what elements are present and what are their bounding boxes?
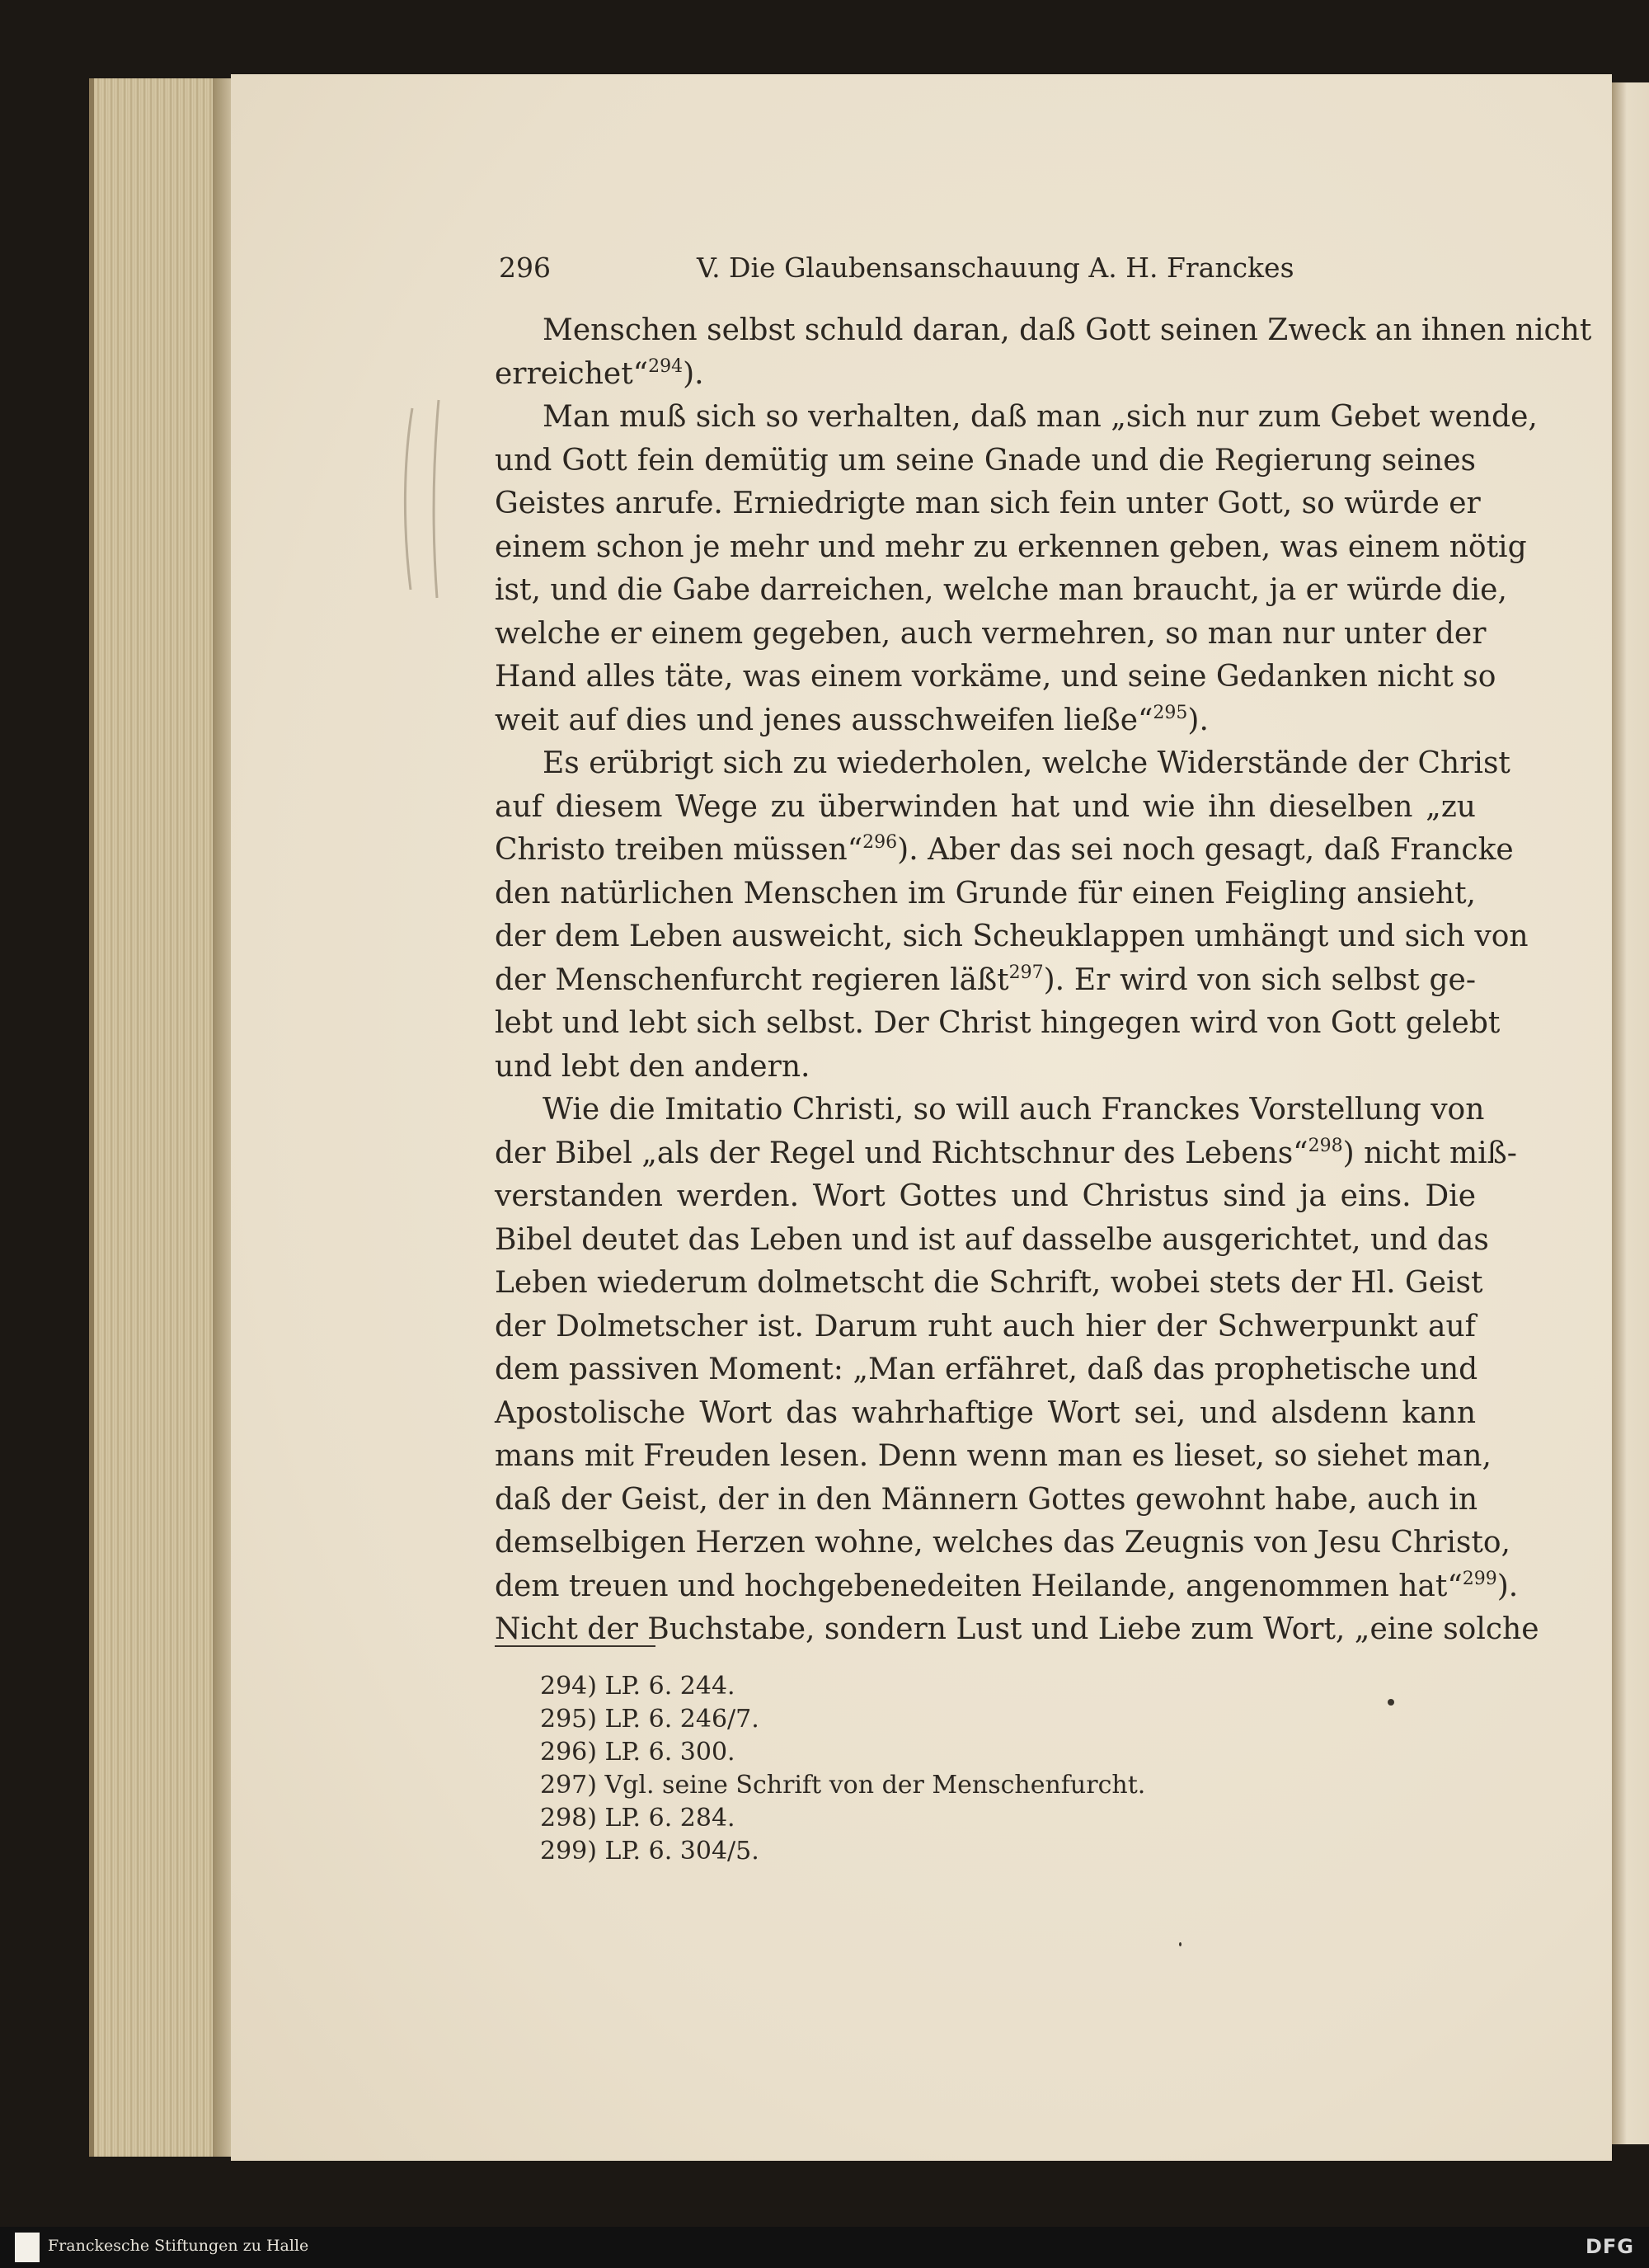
text-line (495, 915, 1529, 959)
footnote-text: Vgl. seine Schrift von der Menschenfurcht. (604, 1771, 1146, 1800)
line-text: der Dolmetscher ist. Darum ruht auch hier der Schwerpunkt auf (495, 1309, 1476, 1343)
chapter-title: V. Die Glaubensanschauung A. H. Franckes (697, 252, 1294, 284)
footnote (540, 1703, 1282, 1736)
footnote-text: LP. 6. 244. (604, 1672, 735, 1701)
line-text: weit auf dies und jenes ausschweifen ließe“ (495, 703, 1153, 737)
page-number: 296 (499, 252, 551, 284)
text-line (495, 1046, 1476, 1089)
footnote (540, 1670, 1282, 1703)
institution-label: Franckesche Stiftungen zu Halle (48, 2237, 309, 2255)
line-text: demselbigen Herzen wohne, welches das Zeugnis von Jesu Christo, (495, 1526, 1510, 1560)
line-text: daß der Geist, der in den Männern Gottes gewohnt habe, auch in (495, 1482, 1478, 1517)
line-text: Es erübrigt sich zu wiederholen, welche Widerstände der Christ (543, 746, 1510, 780)
text-line (495, 786, 1476, 830)
footnote-ref: 294 (648, 355, 684, 377)
text-line (495, 1435, 1492, 1479)
pencil-margin-mark (388, 392, 462, 606)
text-line (495, 1392, 1476, 1436)
text-line (495, 656, 1496, 699)
text-line (495, 1262, 1483, 1306)
line-text: der Menschenfurcht regieren läßt (495, 962, 1009, 997)
line-text: mans mit Freuden lesen. Denn wenn man es lieset, so siehet man, (495, 1439, 1492, 1473)
line-text: den natürlichen Menschen im Grunde für einen Feigling ansieht, (495, 876, 1476, 910)
line-text: Apostolische Wort das wahrhaftige Wort sei, und alsdenn kann (495, 1395, 1476, 1430)
line-text: ). Er wird von sich selbst ge- (1043, 962, 1477, 997)
footnote (540, 1802, 1282, 1835)
footnote-text: LP. 6. 284. (604, 1804, 735, 1833)
text-line (495, 353, 1476, 397)
line-text: ). (1187, 703, 1209, 737)
text-line (495, 1132, 1517, 1176)
body-text (495, 309, 1592, 1652)
line-text: Bibel deutet das Leben und ist auf dasselbe ausgerichtet, und das (495, 1222, 1489, 1257)
text-line (495, 1306, 1476, 1349)
text-line (495, 1175, 1476, 1219)
line-text: Nicht der Buchstabe, sondern Lust und Liebe zum Wort, „eine solche (495, 1612, 1539, 1646)
footnote-text: LP. 6. 300. (604, 1738, 735, 1767)
footnote-number: 294) (540, 1672, 597, 1701)
text-line (495, 959, 1476, 1003)
text-line (495, 1479, 1476, 1522)
footnote-number: 297) (540, 1771, 597, 1800)
line-text: ). Aber das sei noch gesagt, daß Francke (897, 833, 1514, 867)
line-text: ist, und die Gabe darreichen, welche man braucht, ja er würde die, (495, 573, 1507, 607)
line-text: dem treuen und hochgebenedeiten Heilande, angenommen hat“ (495, 1569, 1463, 1603)
line-text: welche er einem gegeben, auch vermehren, so man nur unter der (495, 616, 1487, 651)
text-line (495, 1219, 1489, 1263)
facing-page-edge (1612, 82, 1649, 2144)
paper-speck (1388, 1699, 1394, 1706)
footnote-ref: 299 (1462, 1568, 1497, 1589)
line-text: ) nicht miß- (1342, 1136, 1517, 1170)
line-text: Christo treiben müssen“ (495, 833, 863, 867)
line-text: Man muß sich so verhalten, daß man „sich nur zum Gebet wende, (543, 400, 1538, 434)
line-text: der dem Leben ausweicht, sich Scheuklappen umhängt und sich von (495, 920, 1529, 953)
footnote-ref: 295 (1153, 702, 1188, 723)
text-line (495, 1348, 1476, 1392)
footnote-text: LP. 6. 246/7. (604, 1705, 759, 1734)
text-line (495, 699, 1476, 743)
line-text: Hand alles täte, was einem vorkäme, und seine Gedanken nicht so (495, 660, 1496, 694)
text-line (495, 873, 1476, 916)
footnote-number: 296) (540, 1738, 597, 1767)
line-text: Wie die Imitatio Christi, so will auch Franckes Vorstellung von (543, 1093, 1485, 1127)
line-text: lebt und lebt sich selbst. Der Christ hingegen wird von Gott gelebt (495, 1006, 1501, 1040)
footnotes (540, 1670, 1282, 1868)
line-text: auf diesem Wege zu überwinden hat und wie ihn dieselben „zu (495, 789, 1476, 824)
viewer-footer (0, 2227, 1649, 2268)
text-line (495, 396, 1538, 440)
footnote-number: 298) (540, 1804, 597, 1833)
line-text: Leben wiederum dolmetscht die Schrift, wobei stets der Hl. Geist (495, 1266, 1483, 1300)
text-line (495, 1522, 1510, 1565)
dfg-logo: DFG (1585, 2235, 1634, 2258)
line-text: der Bibel „als der Regel und Richtschnur des Lebens“ (495, 1136, 1308, 1170)
running-head (499, 252, 1323, 293)
text-line (495, 613, 1487, 656)
footnote-ref: 298 (1308, 1135, 1343, 1156)
line-text: einem schon je mehr und mehr zu erkennen geben, was einem nötig (495, 529, 1527, 564)
text-line (495, 1565, 1519, 1609)
text-line (495, 742, 1510, 786)
text-line (495, 829, 1514, 873)
line-text: verstanden werden. Wort Gottes und Christus sind ja eins. Die (495, 1179, 1476, 1213)
footnote-ref: 297 (1008, 962, 1044, 983)
footnote-number: 295) (540, 1705, 597, 1734)
paper-speck (1179, 1942, 1182, 1946)
footnote (540, 1736, 1282, 1769)
line-text: Menschen selbst schuld daran, daß Gott seinen Zweck an ihnen nicht (543, 313, 1592, 347)
footnote-text: LP. 6. 304/5. (604, 1837, 759, 1866)
line-text: und lebt den andern. (495, 1049, 810, 1084)
line-text: und Gott fein demütig um seine Gnade und die Regierung seines (495, 443, 1476, 478)
line-text: Geistes anrufe. Erniedrigte man sich fein unter Gott, so würde er (495, 487, 1481, 520)
line-text: ). (1496, 1569, 1519, 1603)
line-text: ). (683, 356, 704, 391)
footnote-rule (495, 1645, 655, 1647)
footnote (540, 1835, 1282, 1868)
text-line (495, 440, 1476, 483)
footnote (540, 1769, 1282, 1802)
text-line (495, 1089, 1485, 1132)
footnote-number: 299) (540, 1837, 597, 1866)
line-text: erreichet“ (495, 356, 649, 391)
text-line (495, 482, 1481, 526)
text-line (495, 1002, 1501, 1046)
footnote-ref: 296 (862, 832, 898, 853)
institution-logo-icon (15, 2233, 40, 2262)
text-line (495, 569, 1507, 613)
text-line (495, 526, 1527, 570)
line-text: dem passiven Moment: „Man erfähret, daß das prophetische und (495, 1353, 1478, 1386)
text-line (495, 309, 1592, 353)
